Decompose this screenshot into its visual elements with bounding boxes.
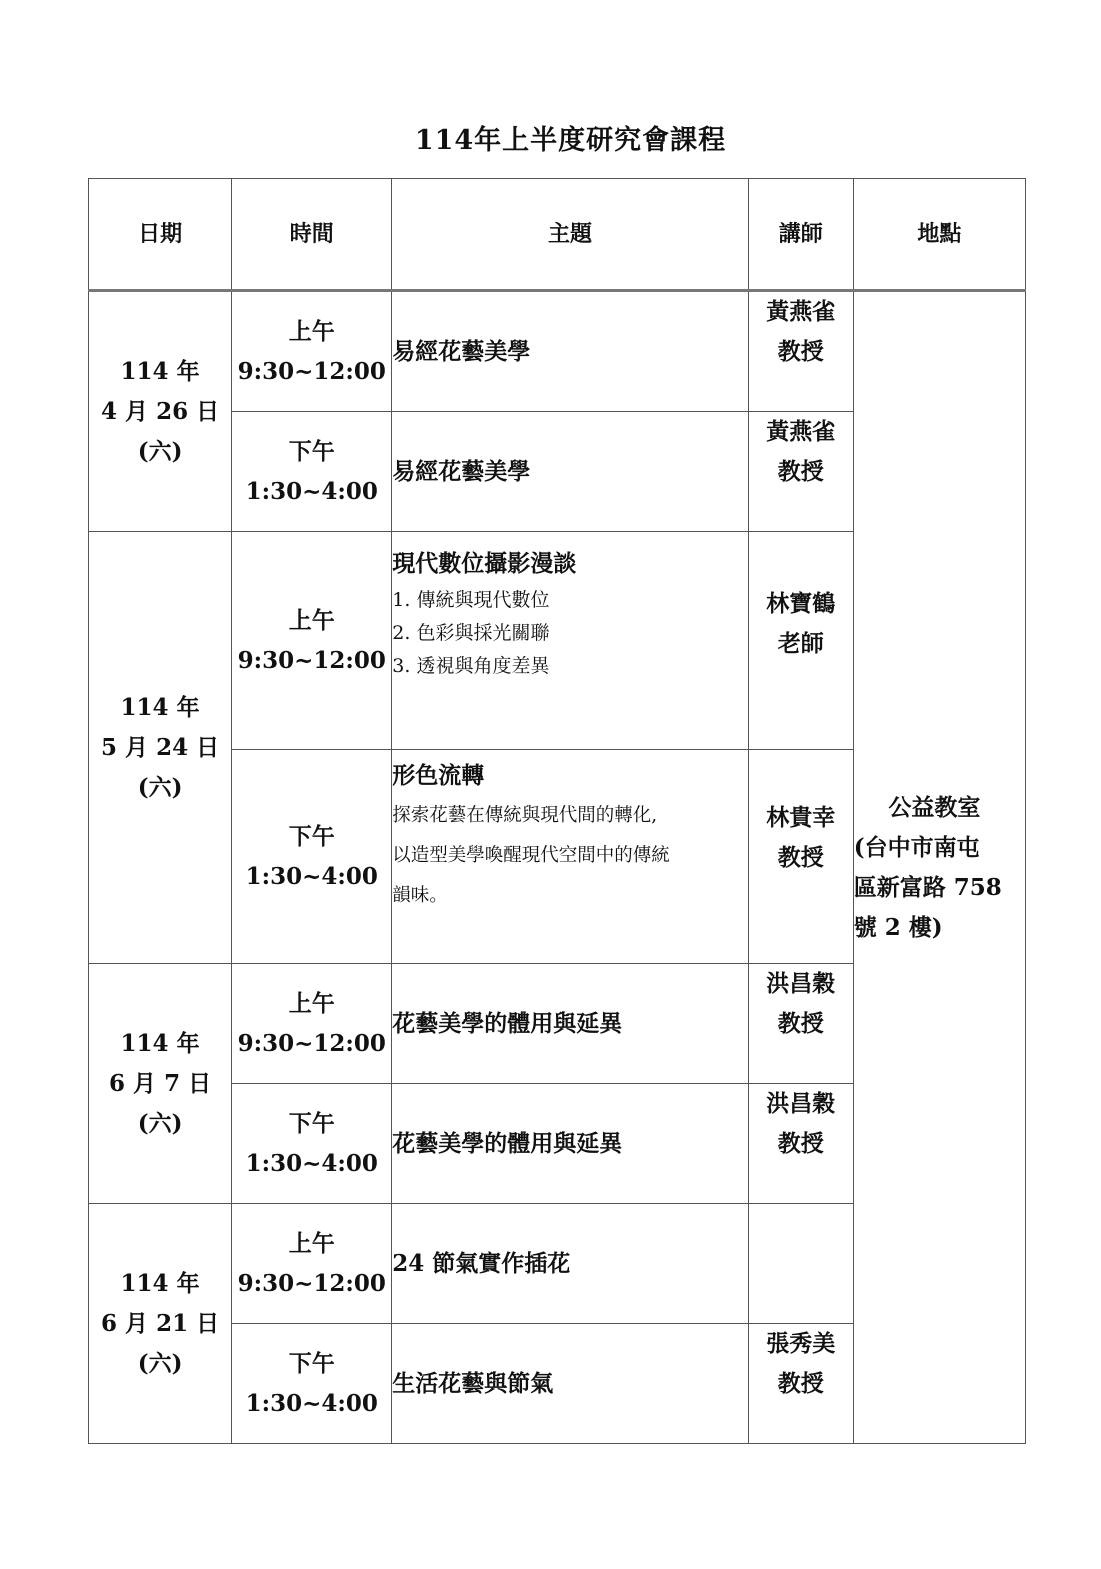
time-range: 9:30~12:00 <box>237 1269 386 1297</box>
teacher-title: 教授 <box>777 1130 824 1157</box>
session-time <box>232 532 392 750</box>
header-place: 地點 <box>853 179 1025 291</box>
place-address-line: 區新富路 758 <box>853 873 1002 901</box>
teacher-name: 張秀美 <box>766 1330 836 1357</box>
date-year: 114 年 <box>120 693 200 721</box>
time-period: 下午 <box>288 1109 335 1137</box>
time-period: 下午 <box>288 1349 335 1377</box>
session-teacher <box>748 964 853 1084</box>
session-time <box>232 750 392 964</box>
teacher-title: 教授 <box>777 1370 824 1397</box>
time-range: 1:30~4:00 <box>245 1149 378 1177</box>
course-schedule-table <box>88 178 1026 1444</box>
session-topic: 花藝美學的體用與延異 <box>392 1084 748 1204</box>
session-date <box>89 1204 232 1444</box>
topic-description-line: 韻味。 <box>392 885 448 906</box>
header-time: 時間 <box>232 179 392 291</box>
date-month-day: 5 月 24 日 <box>101 733 220 761</box>
session-date <box>89 964 232 1204</box>
teacher-title: 教授 <box>777 458 824 485</box>
page-title: 114年上半度研究會課程 <box>414 125 727 156</box>
time-range: 9:30~12:00 <box>237 646 386 674</box>
session-teacher <box>748 291 853 412</box>
session-date <box>89 291 232 532</box>
date-year: 114 年 <box>120 357 200 385</box>
session-teacher <box>748 1084 853 1204</box>
header-topic: 主題 <box>392 179 748 291</box>
time-range: 9:30~12:00 <box>237 1029 386 1057</box>
time-period: 上午 <box>288 989 335 1017</box>
session-time <box>232 1084 392 1204</box>
date-weekday: (六) <box>137 1109 183 1137</box>
teacher-name: 洪昌穀 <box>766 1090 836 1117</box>
table-row <box>89 291 1026 412</box>
session-time <box>232 412 392 532</box>
topic-description-line: 以造型美學喚醒現代空間中的傳統 <box>392 845 670 866</box>
teacher-title: 教授 <box>777 1010 824 1037</box>
teacher-name: 黃燕雀 <box>766 418 836 445</box>
session-teacher <box>748 532 853 750</box>
topic-list-item: 1. 傳統與現代數位 <box>392 589 550 611</box>
session-topic: 24 節氣實作插花 <box>392 1204 748 1324</box>
header-row <box>89 179 1026 291</box>
teacher-name: 洪昌穀 <box>766 970 836 997</box>
session-topic: 花藝美學的體用與延異 <box>392 964 748 1084</box>
header-date: 日期 <box>89 179 232 291</box>
teacher-title: 教授 <box>777 338 824 365</box>
session-topic: 易經花藝美學 <box>392 412 748 532</box>
session-date <box>89 532 232 964</box>
session-topic <box>392 532 748 750</box>
session-topic: 易經花藝美學 <box>392 291 748 412</box>
session-time <box>232 1324 392 1444</box>
place-address-line: (台中市南屯 <box>853 833 980 861</box>
time-period: 下午 <box>288 822 335 850</box>
teacher-title: 老師 <box>777 630 824 657</box>
session-teacher <box>748 750 853 964</box>
teacher-name: 林貴幸 <box>766 804 836 831</box>
time-range: 1:30~4:00 <box>245 862 378 890</box>
session-teacher <box>748 1204 853 1324</box>
session-teacher <box>748 412 853 532</box>
topic-title: 形色流轉 <box>392 762 485 789</box>
session-topic <box>392 750 748 964</box>
date-weekday: (六) <box>137 437 183 465</box>
place-address-line: 號 2 樓) <box>853 913 943 941</box>
date-weekday: (六) <box>137 1349 183 1377</box>
time-period: 上午 <box>288 1229 335 1257</box>
teacher-name: 黃燕雀 <box>766 298 836 325</box>
teacher-title: 教授 <box>777 844 824 871</box>
session-time <box>232 291 392 412</box>
place-name: 公益教室 <box>888 793 981 821</box>
topic-list-item: 3. 透視與角度差異 <box>392 655 550 677</box>
date-year: 114 年 <box>120 1029 200 1057</box>
session-teacher <box>748 1324 853 1444</box>
date-month-day: 4 月 26 日 <box>101 397 220 425</box>
topic-title: 現代數位攝影漫談 <box>392 550 577 577</box>
session-time <box>232 1204 392 1324</box>
session-topic: 生活花藝與節氣 <box>392 1324 748 1444</box>
time-range: 1:30~4:00 <box>245 477 378 505</box>
topic-list-item: 2. 色彩與採光關聯 <box>392 622 550 644</box>
date-month-day: 6 月 7 日 <box>109 1069 212 1097</box>
date-month-day: 6 月 21 日 <box>101 1309 220 1337</box>
header-teacher: 講師 <box>748 179 853 291</box>
time-period: 上午 <box>288 606 335 634</box>
teacher-name: 林寶鶴 <box>766 590 836 617</box>
time-range: 9:30~12:00 <box>237 357 386 385</box>
date-year: 114 年 <box>120 1269 200 1297</box>
topic-description-line: 探索花藝在傳統與現代間的轉化, <box>392 805 658 826</box>
session-place <box>853 291 1025 1444</box>
time-range: 1:30~4:00 <box>245 1389 378 1417</box>
time-period: 下午 <box>288 437 335 465</box>
date-weekday: (六) <box>137 773 183 801</box>
time-period: 上午 <box>288 317 335 345</box>
session-time <box>232 964 392 1084</box>
